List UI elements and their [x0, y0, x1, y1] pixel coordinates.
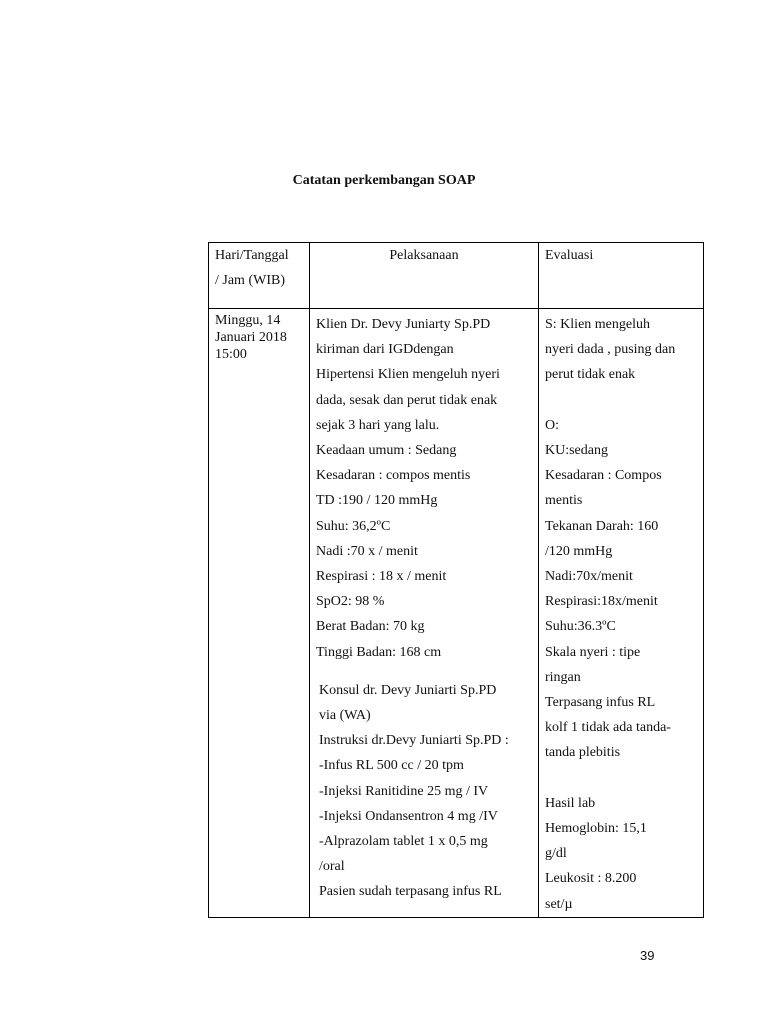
evaluasi-subjective [545, 312, 697, 388]
text-line: Tekanan Darah: 160 [545, 518, 659, 534]
text-line: O: [545, 417, 559, 433]
text-line: ringan [545, 669, 581, 685]
date-line: Januari 2018 [215, 330, 287, 345]
text-line: kolf 1 tidak ada tanda- [545, 720, 671, 736]
text-line: Konsul dr. Devy Juniarti Sp.PD [319, 682, 497, 698]
text-line: -Infus RL 500 cc / 20 tpm [319, 758, 464, 774]
pelaksanaan-instructions [316, 678, 532, 905]
text-line: nyeri dada , pusing dan [545, 342, 676, 358]
text-line: Respirasi:18x/menit [545, 594, 658, 610]
text-line: kiriman dari IGDdengan [316, 342, 454, 358]
time-line: 15:00 [215, 347, 247, 362]
text-line: Berat Badan: 70 kg [316, 619, 425, 635]
text-line: SpO2: 98 % [316, 594, 385, 610]
pelaksanaan-assessment [316, 312, 532, 665]
text-line: Suhu: 36,2ºC [316, 518, 391, 534]
text-line: Pasien sudah terpasang infus RL [319, 884, 502, 900]
text-line: tanda plebitis [545, 745, 621, 761]
text-line: -Injeksi Ondansentron 4 mg /IV [319, 808, 498, 824]
text-line: mentis [545, 493, 583, 509]
page-title: Catatan perkembangan SOAP [292, 173, 476, 188]
spacer [316, 665, 532, 678]
text-line: Klien Dr. Devy Juniarty Sp.PD [316, 317, 491, 332]
spacer [545, 766, 697, 791]
text-line: Terpasang infus RL [545, 695, 656, 711]
text-line: Kesadaran : compos mentis [316, 468, 471, 484]
text-line: Instruksi dr.Devy Juniarti Sp.PD : [319, 733, 509, 749]
text-line: Keadaan umum : Sedang [316, 443, 457, 459]
header-evaluasi: Evaluasi [539, 243, 704, 309]
evaluasi-lab-results [545, 791, 697, 917]
text-line: Leukosit : 8.200 [545, 871, 637, 887]
table-header-row [209, 243, 704, 309]
header-hari-tanggal-line2: / Jam (WIB) [215, 273, 285, 289]
text-line: Nadi :70 x / menit [316, 543, 418, 559]
text-line: S: Klien mengeluh [545, 317, 650, 332]
text-line: sejak 3 hari yang lalu. [316, 417, 440, 433]
text-line: KU:sedang [545, 443, 608, 458]
text-line: Suhu:36.3ºC [545, 619, 616, 635]
text-line: Hipertensi Klien mengeluh nyeri [316, 367, 500, 383]
text-line: Skala nyeri : tipe [545, 644, 641, 660]
text-line: dada, sesak dan perut tidak enak [316, 392, 498, 408]
text-line: TD :190 / 120 mmHg [316, 493, 438, 509]
spacer [545, 388, 697, 413]
page-number: 39 [640, 948, 655, 963]
text-line: Respirasi : 18 x / menit [316, 569, 447, 585]
header-hari-tanggal-line1: Hari/Tanggal [215, 248, 289, 263]
text-line: Hemoglobin: 15,1 [545, 821, 647, 837]
text-line: g/dl [545, 846, 567, 862]
text-line: Kesadaran : Compos [545, 468, 662, 484]
table-row [209, 309, 704, 918]
text-line: Tinggi Badan: 168 cm [316, 644, 442, 660]
soap-table [208, 242, 704, 918]
header-pelaksanaan: Pelaksanaan [310, 243, 539, 309]
text-line: /120 mmHg [545, 543, 613, 559]
text-line: Hasil lab [545, 795, 596, 811]
date-cell [209, 309, 310, 918]
evaluasi-cell [539, 309, 704, 918]
header-hari-tanggal [209, 243, 310, 309]
text-line: via (WA) [319, 708, 371, 724]
text-line: set/µ [545, 896, 573, 912]
text-line: /oral [319, 859, 345, 875]
text-line: -Alprazolam tablet 1 x 0,5 mg [319, 834, 488, 850]
text-line: -Injeksi Ranitidine 25 mg / IV [319, 783, 489, 799]
text-line: perut tidak enak [545, 367, 636, 383]
pelaksanaan-cell [310, 309, 539, 918]
text-line: Nadi:70x/menit [545, 569, 633, 585]
date-line: Minggu, 14 [215, 313, 281, 328]
evaluasi-objective [545, 413, 697, 766]
